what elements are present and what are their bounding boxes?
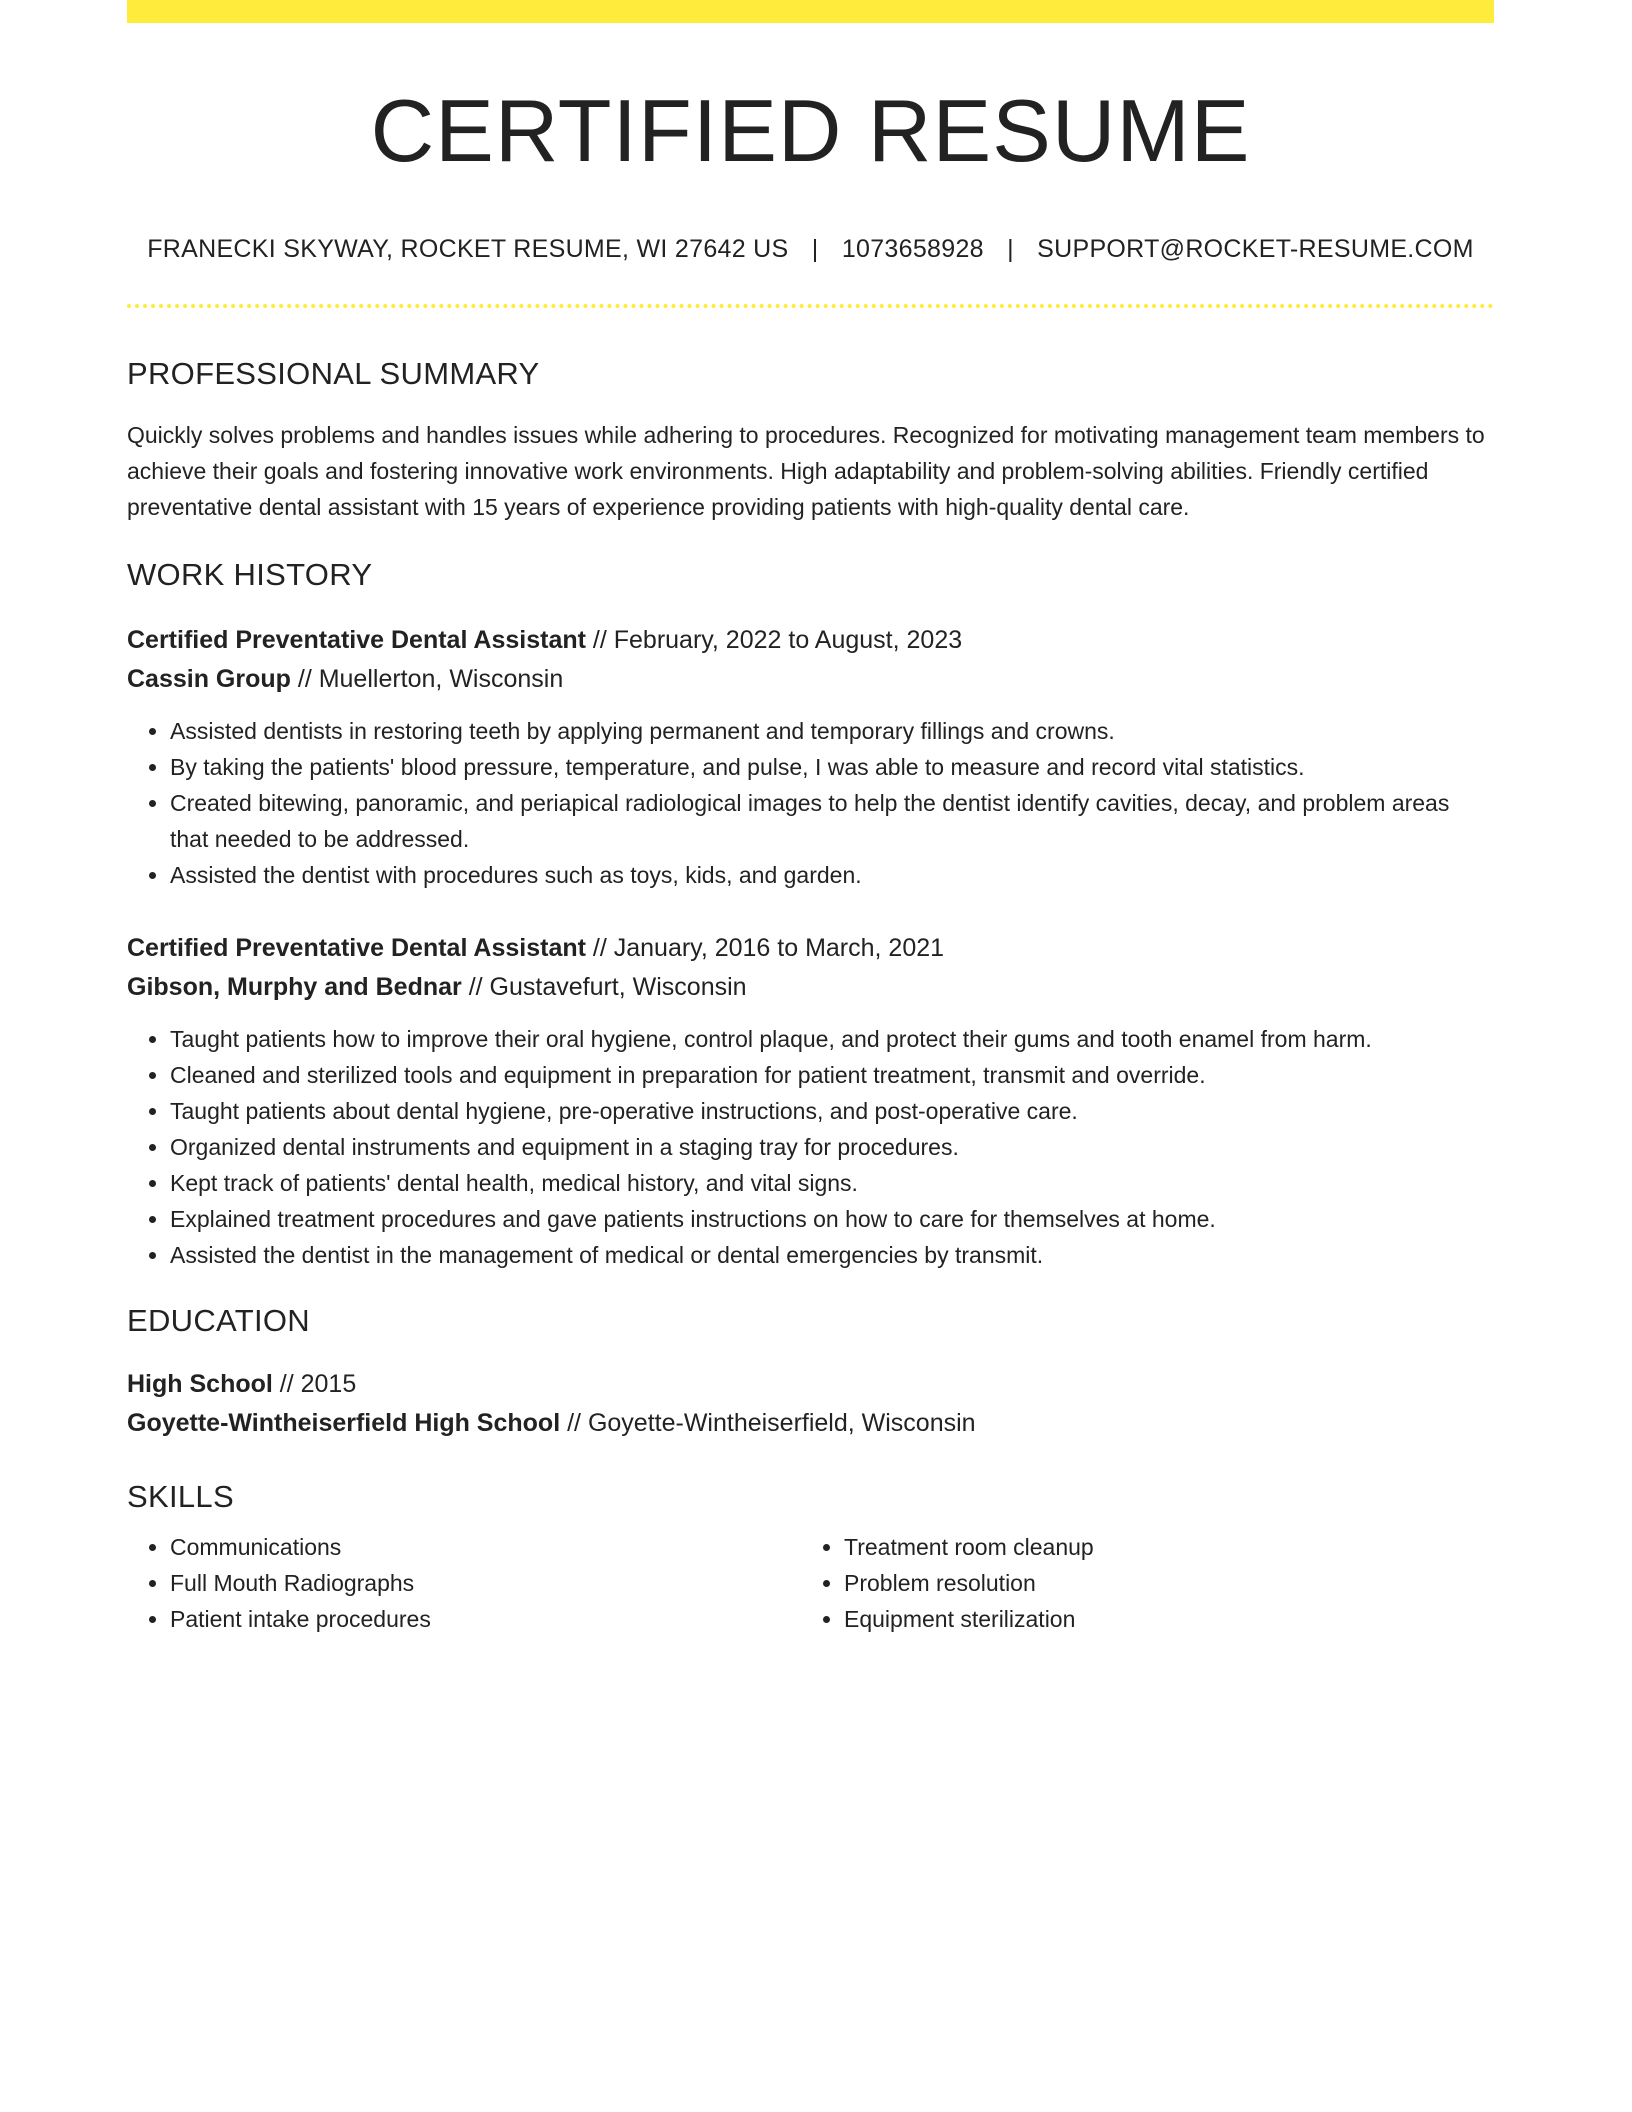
job-company-line xyxy=(127,660,1494,699)
skill-item: • Treatment room cleanup xyxy=(844,1529,1475,1565)
list-item: • Assisted dentists in restoring teeth by applying permanent and temporary fillings and crowns. xyxy=(170,713,1494,749)
job-company-line xyxy=(127,968,1494,1007)
skills-column-left xyxy=(127,1529,801,1637)
email-text: SUPPORT@ROCKET-RESUME.COM xyxy=(1037,234,1474,263)
summary-heading: PROFESSIONAL SUMMARY xyxy=(127,355,540,391)
education-degree-line xyxy=(127,1365,1494,1404)
job-role: Certified Preventative Dental Assistant xyxy=(127,933,586,962)
skill-item: • Equipment sterilization xyxy=(844,1601,1475,1637)
list-item: • Taught patients how to improve their oral hygiene, control plaque, and protect their gums and tooth enamel from harm. xyxy=(170,1021,1494,1057)
skills-heading: SKILLS xyxy=(127,1478,234,1514)
job-dates: // January, 2016 to March, 2021 xyxy=(585,933,945,962)
skill-item: • Problem resolution xyxy=(844,1565,1475,1601)
job-role: Certified Preventative Dental Assistant xyxy=(127,625,586,654)
education-school: Goyette-Wintheiserfield High School xyxy=(127,1408,561,1437)
resume-page xyxy=(127,0,1494,1637)
work-history-heading: WORK HISTORY xyxy=(127,556,373,592)
dotted-divider xyxy=(127,304,1494,308)
list-item: • Assisted the dentist with procedures such as toys, kids, and garden. xyxy=(170,857,1494,893)
job-location: // Muellerton, Wisconsin xyxy=(290,664,564,693)
list-item: • Organized dental instruments and equipment in a staging tray for procedures. xyxy=(170,1129,1494,1165)
list-item: • Cleaned and sterilized tools and equipment in preparation for patient treatment, transmit and override. xyxy=(170,1057,1494,1093)
address-text: FRANECKI SKYWAY, ROCKET RESUME, WI 27642 US xyxy=(147,234,789,263)
skill-item: • Full Mouth Radiographs xyxy=(170,1565,801,1601)
job-company: Gibson, Murphy and Bednar xyxy=(127,972,462,1001)
list-item: • Taught patients about dental hygiene, pre-operative instructions, and post-operative care. xyxy=(170,1093,1494,1129)
contact-separator: | xyxy=(1007,234,1014,263)
contact-line xyxy=(127,235,1494,264)
education-year: // 2015 xyxy=(272,1369,357,1398)
education-school-line xyxy=(127,1404,1494,1443)
accent-top-bar xyxy=(127,0,1494,23)
list-item: • By taking the patients' blood pressure, temperature, and pulse, I was able to measure and record vital statistics. xyxy=(170,749,1494,785)
skills-grid xyxy=(127,1529,1494,1637)
job-entry xyxy=(127,929,1494,1273)
education-entry xyxy=(127,1365,1494,1443)
skill-item: • Patient intake procedures xyxy=(170,1601,801,1637)
summary-paragraph: Quickly solves problems and handles issues while adhering to procedures. Recognized for motivating management team members to achieve their goals and fostering innovative work environments. High adaptability and problem-solving abilities. Friendly certified preventative dental assistant with 15 years of experience providing patients with high-quality dental care. xyxy=(127,421,1485,520)
phone-text: 1073658928 xyxy=(841,234,984,263)
job-bullets xyxy=(127,1021,1494,1273)
education-location: // Goyette-Wintheiserfield, Wisconsin xyxy=(560,1408,976,1437)
skills-column-right xyxy=(801,1529,1475,1637)
job-title-line xyxy=(127,929,1494,968)
education-degree: High School xyxy=(127,1369,273,1398)
job-location: // Gustavefurt, Wisconsin xyxy=(461,972,747,1001)
job-entry xyxy=(127,621,1494,893)
job-title-line xyxy=(127,621,1494,660)
contact-separator: | xyxy=(811,234,819,263)
job-dates: // February, 2022 to August, 2023 xyxy=(585,625,963,654)
skill-item: • Communications xyxy=(170,1529,801,1565)
resume-title: CERTIFIED RESUME xyxy=(370,81,1251,180)
list-item: • Created bitewing, panoramic, and periapical radiological images to help the dentist identify cavities, decay, and problem areas that needed to be addressed. xyxy=(170,785,1494,857)
list-item: • Kept track of patients' dental health, medical history, and vital signs. xyxy=(170,1165,1494,1201)
list-item: • Assisted the dentist in the management of medical or dental emergencies by transmit. xyxy=(170,1237,1494,1273)
job-company: Cassin Group xyxy=(127,664,291,693)
list-item: • Explained treatment procedures and gave patients instructions on how to care for themselves at home. xyxy=(170,1201,1494,1237)
education-heading: EDUCATION xyxy=(127,1302,310,1338)
job-bullets xyxy=(127,713,1494,893)
